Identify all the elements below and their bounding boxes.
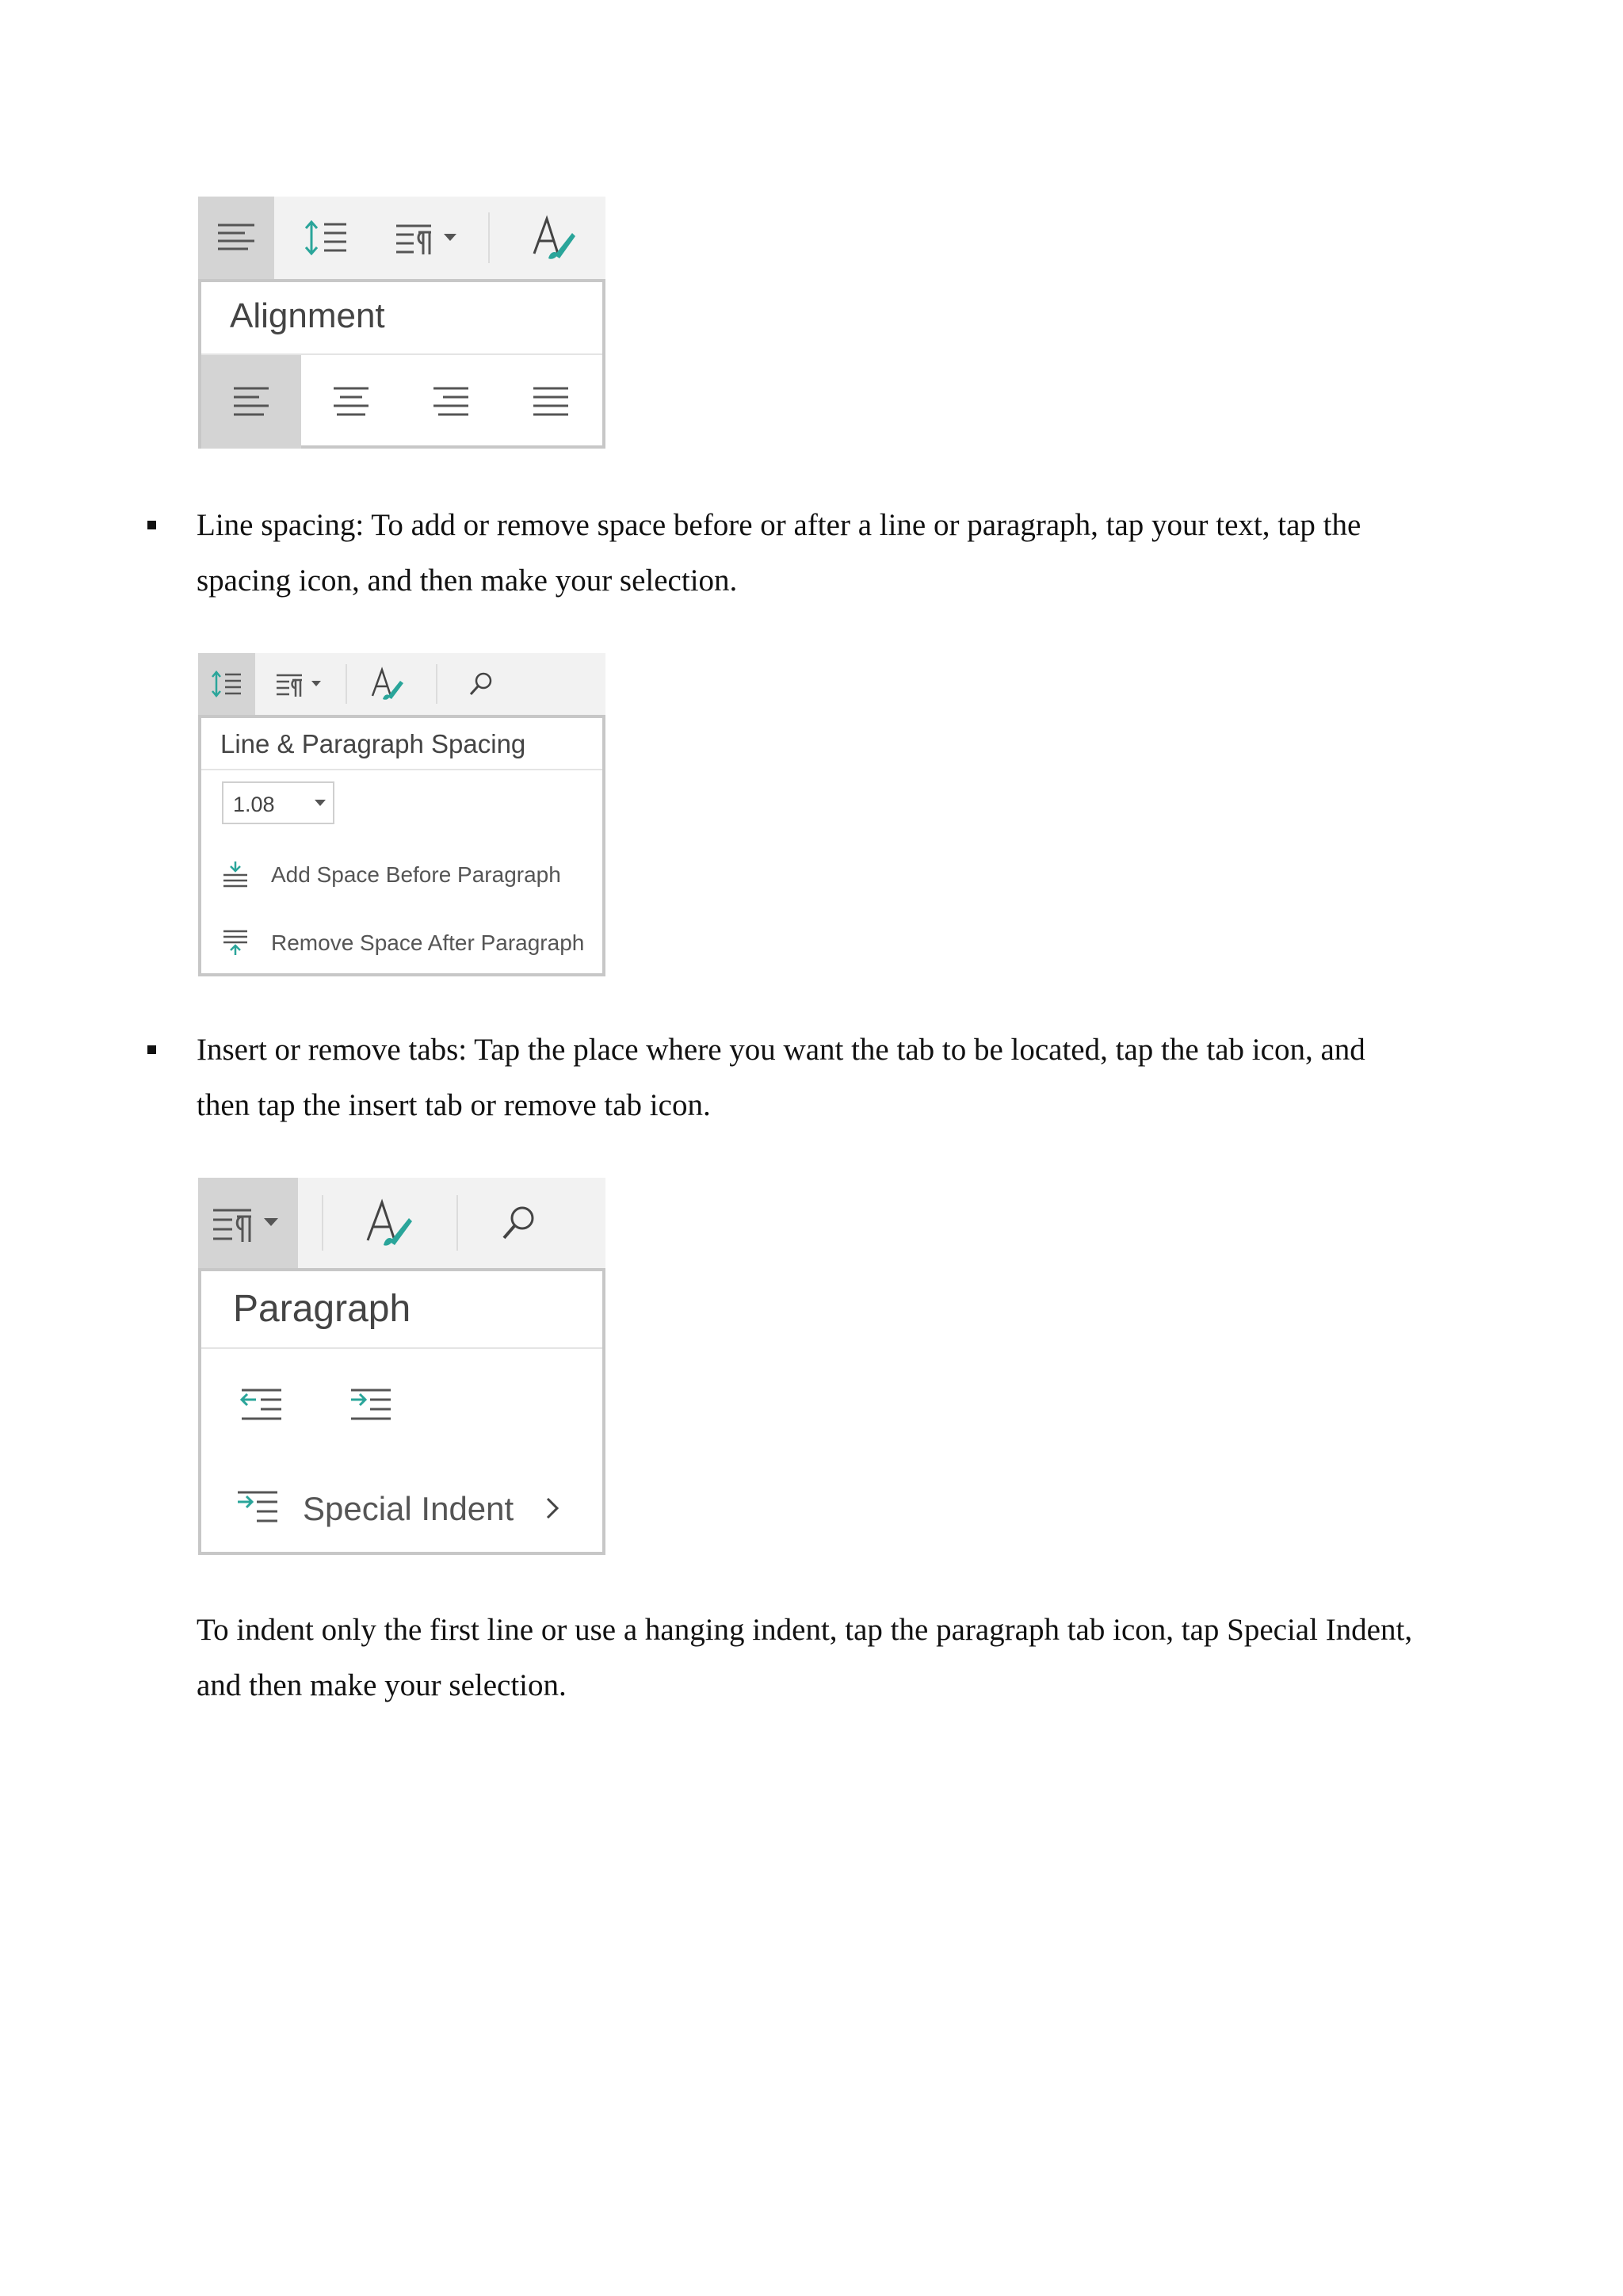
line-spacing-icon: [304, 218, 348, 258]
paragraph-box: [198, 1268, 605, 1555]
spacing-box: [198, 715, 605, 976]
paragraph-dropdown-icon: [395, 218, 463, 258]
search-icon: [500, 1204, 538, 1242]
remove-space-after-icon: [222, 929, 249, 956]
search-toolbar-button[interactable]: [445, 653, 517, 715]
alignment-panel: [198, 197, 605, 449]
line-spacing-value: 1.08: [233, 793, 275, 816]
paragraph-title-row: [201, 1271, 602, 1349]
search-toolbar-button[interactable]: [472, 1178, 566, 1268]
line-spacing-bullet-text: Line spacing: To add or remove space before or after a line or paragraph, tap your text, tap the spacing icon, and then make your selection.: [197, 508, 1361, 598]
chevron-down-icon: [314, 799, 327, 807]
paragraph-toolbar-button[interactable]: [198, 1178, 298, 1268]
panel-title: Paragraph: [233, 1288, 411, 1330]
paragraph-toolbar-button[interactable]: [382, 197, 475, 279]
decrease-indent-icon: [239, 1388, 283, 1424]
toolbar-separator: [488, 212, 490, 263]
bullet-marker: [147, 1045, 156, 1054]
spacing-toolbar: [198, 653, 605, 715]
add-space-before-label: Add Space Before Paragraph: [271, 862, 561, 887]
align-right-option[interactable]: [401, 355, 501, 449]
alignment-box: [198, 279, 605, 449]
align-right-icon: [432, 385, 470, 418]
paragraph-panel: [198, 1178, 605, 1555]
paragraph-toolbar: [198, 1178, 605, 1268]
tabs-bullet-text: Insert or remove tabs: Tap the place where you want the tab to be located, tap the tab icon, and then tap the insert tab or remove tab icon.: [197, 1033, 1365, 1122]
line-spacing-icon: [211, 670, 242, 698]
paragraph-toolbar-button[interactable]: [265, 653, 336, 715]
line-spacing-select[interactable]: [222, 781, 334, 824]
paragraph-dropdown-icon: [275, 670, 326, 698]
line-spacing-toolbar-button[interactable]: [290, 197, 361, 279]
search-icon: [468, 670, 495, 697]
add-space-before-item[interactable]: [201, 845, 602, 904]
remove-space-after-item[interactable]: [201, 913, 602, 972]
alignment-toolbar: [198, 197, 605, 279]
special-indent-icon: [235, 1490, 279, 1528]
toolbar-separator: [436, 664, 437, 704]
decrease-indent-button[interactable]: [225, 1374, 296, 1438]
special-indent-label: Special Indent: [303, 1490, 514, 1527]
spacing-title-row: [201, 718, 602, 770]
align-center-option[interactable]: [301, 355, 401, 449]
justify-icon: [532, 385, 570, 418]
styles-icon: [370, 667, 405, 701]
remove-space-after-label: Remove Space After Paragraph: [271, 930, 585, 955]
align-left-icon: [216, 222, 256, 254]
chevron-right-icon: [545, 1496, 559, 1520]
toolbar-separator: [456, 1195, 458, 1251]
align-center-icon: [332, 385, 370, 418]
toolbar-separator: [346, 664, 347, 704]
spacing-panel: [198, 653, 605, 976]
alignment-title-row: [201, 282, 602, 355]
increase-indent-button[interactable]: [334, 1374, 406, 1438]
styles-toolbar-button[interactable]: [353, 653, 422, 715]
align-left-toolbar-button[interactable]: [198, 197, 274, 279]
panel-title: Line & Paragraph Spacing: [220, 729, 526, 758]
align-left-option[interactable]: [201, 355, 301, 449]
styles-toolbar-button[interactable]: [338, 1178, 441, 1268]
increase-indent-icon: [348, 1388, 392, 1424]
line-spacing-toolbar-button[interactable]: [198, 653, 255, 715]
paragraph-dropdown-icon: [212, 1202, 285, 1244]
toolbar-separator: [322, 1195, 323, 1251]
align-left-icon: [232, 385, 270, 418]
closing-paragraph: To indent only the first line or use a hanging indent, tap the paragraph tab icon, tap Special Indent, and then make your selection.: [197, 1613, 1413, 1702]
styles-icon: [531, 214, 577, 262]
panel-title: Alignment: [230, 296, 385, 335]
special-indent-item[interactable]: [201, 1469, 602, 1549]
add-space-before-icon: [222, 861, 249, 888]
styles-toolbar-button[interactable]: [510, 197, 598, 279]
bullet-marker: [147, 521, 156, 529]
styles-icon: [365, 1198, 414, 1248]
justify-option[interactable]: [501, 355, 601, 449]
